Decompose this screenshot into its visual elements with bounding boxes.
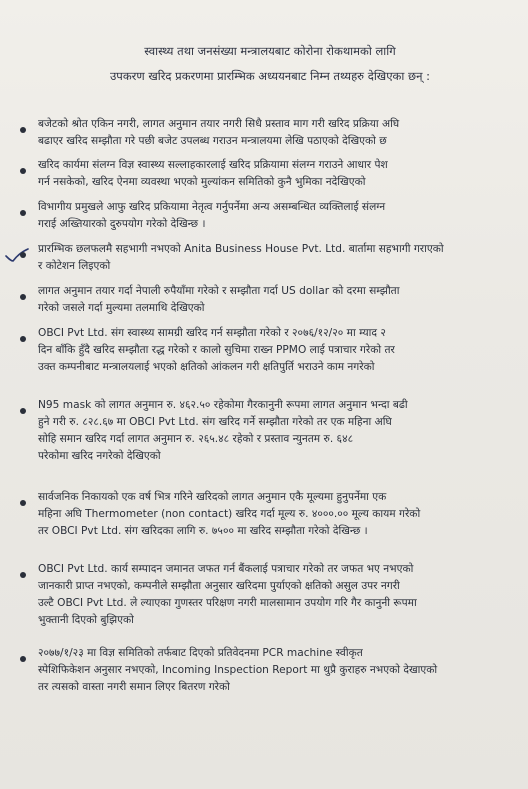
list-item-text-line: स्पेशिफिकेशन अनुसार नभएको, Incoming Inspection Report मा थुप्रै कुराहरु नभएको देखाएको [38,664,438,676]
bullet-dot [20,127,26,133]
list-item-text-line: सोहि समान खरिद गर्दा लागत अनुमान रु. २६५.४८ रहेको र प्रस्ताव न्युनतम रु. ६४८ [38,433,354,445]
list-item-text-line: बढाएर खरिद सम्झौता गरे पछी बजेट उपलब्ध गराउन मन्त्रालयमा लेखि पठाएको देखिएको छ [38,135,387,147]
list-item-text-line: OBCI Pvt Ltd. संग स्वास्थ्य सामग्री खरिद गर्न सम्झौता गरेको र २०७६/१२/२० मा म्याद २ [38,327,386,339]
bullet-dot [20,336,26,342]
list-item-text-line: दिन बाँकि हुँदै खरिद सम्झौता रद्ध गरेको र कालो सुचिमा राख्न PPMO लाई पत्राचार गरेको तर [38,344,395,356]
list-item-text-line: महिना अघि Thermometer (non contact) खरिद गर्दा मूल्य रु. ४०००.०० मूल्य कायम गरेको [38,508,421,520]
list-item-text-line: र कोटेशन लिइएको [38,260,111,272]
list-item-text-line: विभागीय प्रमुखले आफु खरिद प्रकियामा नेतृत्व गर्नुपर्नेमा अन्य असम्बन्धित व्यक्तिलाई संलग्न [38,201,386,213]
list-item-text-line: जानकारी प्राप्त नभएको, कम्पनीले सम्झौता अनुसार खरिदमा पुर्याएको क्षतिको असुल उपर नगरी [38,580,400,592]
list-item-text-line: गर्न नसकेको, खरिद ऐनमा व्यवस्था भएको मुल्यांकन समितिको कुनै भुमिका नदेखिएको [38,176,366,188]
bullet-dot [20,572,26,578]
pen-tick-mark-icon [4,247,30,263]
list-item-text-line: परेकोमा खरिद नगरेको देखिएको [38,450,161,462]
document-heading-line-1: स्वास्थ्य तथा जनसंख्या मन्त्रालयबाट कोरोना रोकथामको लागि [144,44,396,58]
list-item-text-line: बजेटको श्रोत एकिन नगरी, लागत अनुमान तयार नगरी सिधै प्रस्ताव माग गरी खरिद प्रक्रिया अघि [38,118,400,130]
list-item-text-line: गरेको जसले गर्दा मुल्यमा तलमाथि देखिएको [38,302,205,314]
list-item-text-line: उल्टै OBCI Pvt Ltd. ले ल्याएका गुणस्तर परिक्षण नगरी मालसामान उपयोग गरि गैर कानुनी रूपमा [38,597,417,609]
bullet-dot [20,168,26,174]
bullet-dot [20,500,26,506]
bullet-dot [20,210,26,216]
bullet-dot [20,294,26,300]
bullet-dot [20,252,26,258]
list-item-text-line: भुक्तानी दिएको बुझिएको [38,614,134,626]
list-item-text-line: २०७७/१/२३ मा विज्ञ समितिको तर्फबाट दिएको प्रतिवेदनमा PCR machine स्वीकृत [38,647,363,659]
bullet-dot [20,408,26,414]
list-item-text-line: N95 mask को लागत अनुमान रु. ४६२.५० रहेकोमा गैरकानुनी रूपमा लागत अनुमान भन्दा बढी [38,399,408,411]
list-item-text-line: सार्वजनिक निकायको एक वर्ष भित्र गरिने खरिदको लागत अनुमान एकै मूल्यमा हुनुपर्नेमा एक [38,491,387,503]
list-item-text-line: हुने गरी रु. ८२८.६७ मा OBCI Pvt Ltd. संग खरिद गर्ने सम्झौता गरेको तर एक महिना अघि [38,416,392,428]
list-item-text-line: उक्त कम्पनीबाट मन्त्रालयलाई भएको क्षतिको आंकलन गरी क्षतिपुर्ति भराउने काम नगरेको [38,361,375,373]
bullet-dot [20,656,26,662]
list-item-text-line: लागत अनुमान तयार गर्दा नेपाली रुपैयाँमा गरेको र सम्झौता गर्दा US dollar को दरमा सम्झौता [38,285,400,297]
list-item-text-line: गराई अख्तियारको दुरुपयोग गरेको देखिन्छ । [38,218,206,230]
list-item-text-line: OBCI Pvt Ltd. कार्य सम्पादन जमानत जफत गर्न बैंकलाई पत्राचार गरेको तर जफत भए नभएको [38,563,414,575]
list-item-text-line: खरिद कार्यमा संलग्न विज्ञ स्वास्थ्य सल्लाहकारलाई खरिद प्रक्रियामा संलग्न गराउने आधार पेश [38,159,388,171]
list-item-text-line: तर OBCI Pvt Ltd. संग खरिदका लागि रु. ७५०० मा खरिद सम्झौता गरेको देखिन्छ । [38,525,368,537]
list-item-text-line: प्रारम्भिक छलफलमै सहभागी नभएको Anita Business House Pvt. Ltd. बार्तामा सहभागी गराएको [38,243,444,255]
list-item-text-line: तर त्यसको वास्ता नगरी समान लिएर बितरण गरेको [38,681,230,693]
document-heading-line-2: उपकरण खरिद प्रकरणमा प्रारम्भिक अध्ययनबाट निम्न तथ्यहरु देखिएका छन् : [109,69,431,83]
